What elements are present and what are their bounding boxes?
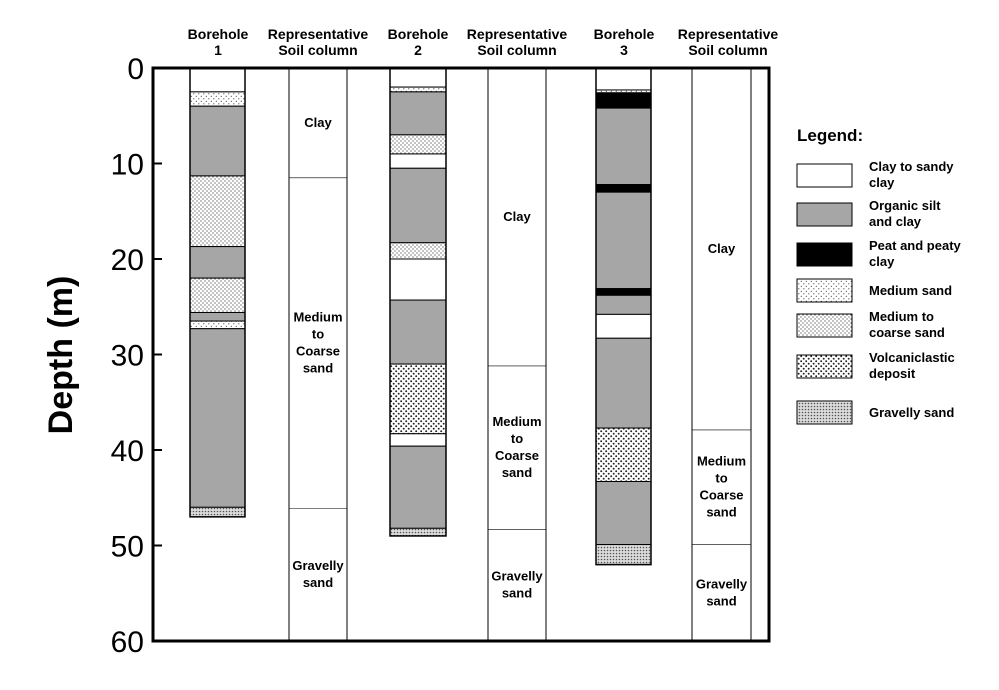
y-tick-label: 30 — [110, 339, 144, 373]
y-tick-label: 50 — [110, 530, 144, 564]
legend-swatch — [797, 243, 852, 266]
column-header-line: Borehole — [387, 26, 449, 42]
legend-label-line: Peat and peaty — [869, 238, 961, 253]
borehole-layer-peat — [596, 93, 651, 108]
borehole-layer-mcs — [390, 243, 446, 259]
legend — [797, 126, 962, 424]
log-columns — [190, 68, 751, 641]
soil-unit-label-line: Coarse — [295, 343, 341, 359]
borehole-layer-clay — [596, 68, 651, 90]
soil-unit-label — [492, 414, 541, 480]
legend-label — [869, 350, 955, 381]
borehole-layer-mcs — [390, 135, 446, 154]
soil-unit-label-line: Clay — [707, 240, 736, 256]
borehole-layer-grav — [190, 507, 245, 517]
soil-unit-label — [304, 115, 332, 130]
soil-unit-label-line: Coarse — [494, 448, 540, 464]
column-header — [594, 26, 655, 58]
legend-label-line: coarse sand — [869, 325, 945, 340]
borehole-layer-silt — [596, 482, 651, 545]
legend-item-volc — [797, 350, 955, 381]
borehole-layer-peat — [596, 289, 651, 296]
borehole-column — [190, 68, 245, 517]
soil-unit-label-line: Gravelly — [292, 558, 344, 574]
soil-unit-label — [708, 241, 736, 256]
y-tick-label: 40 — [110, 435, 144, 468]
soil-unit-label-line: sand — [706, 504, 737, 520]
soil-unit-label-line: Coarse — [699, 487, 744, 503]
soil-unit-label-line: Clay — [503, 208, 531, 224]
y-tick-label: 20 — [110, 244, 144, 277]
column-headers — [188, 26, 779, 58]
y-tick-label: 10 — [110, 148, 144, 182]
soil-unit-label-line: sand — [302, 575, 334, 591]
legend-swatch — [797, 401, 852, 424]
soil-unit-label-line: sand — [706, 593, 737, 609]
borehole-layer-silt — [596, 295, 651, 314]
borehole-layer-clay — [390, 434, 446, 446]
column-header-line: Borehole — [593, 26, 655, 42]
legend-label-line: clay — [869, 175, 895, 190]
borehole-layer-silt — [596, 108, 651, 184]
soil-unit-label-line: Medium — [293, 309, 343, 325]
borehole-layer-med — [390, 87, 446, 92]
soil-unit-label-line: Gravelly — [491, 568, 543, 584]
soil-column — [692, 68, 751, 641]
legend-label-line: clay — [869, 254, 895, 269]
soil-unit-label-line: sand — [501, 585, 533, 601]
borehole-column — [390, 68, 446, 536]
soil-unit-label-line: Medium — [492, 414, 542, 430]
column-header-line: Representative — [677, 26, 779, 42]
y-tick-label: 60 — [110, 626, 144, 659]
borehole-layer-silt — [390, 300, 446, 364]
legend-label — [869, 238, 962, 269]
legend-item-med — [797, 279, 952, 302]
column-header-line: Soil column — [278, 42, 358, 58]
legend-item-peat — [797, 238, 962, 269]
column-header-line: Representative — [267, 26, 369, 42]
borehole-layer-grav — [596, 545, 651, 565]
borehole-layer-peat — [596, 185, 651, 193]
legend-swatch — [797, 203, 852, 226]
borehole-layer-clay — [390, 68, 446, 87]
legend-label-line: Volcaniclastic — [869, 350, 955, 365]
legend-label-line: Clay to sandy — [869, 159, 954, 174]
column-header — [388, 26, 449, 58]
column-header-line: Borehole — [187, 26, 249, 42]
legend-item-mcs — [797, 309, 945, 340]
borehole-layer-silt — [190, 312, 245, 321]
legend-swatch — [797, 314, 852, 337]
legend-label-line: Gravelly sand — [869, 405, 955, 420]
soil-column — [488, 68, 546, 641]
column-header-line: 1 — [214, 42, 222, 58]
legend-swatch — [797, 164, 852, 187]
borehole-layer-clay — [190, 68, 245, 92]
borehole-layer-clay — [390, 154, 446, 168]
borehole-layer-volc — [596, 428, 651, 481]
soil-unit-label — [293, 310, 342, 376]
y-tick-label: 0 — [127, 53, 144, 86]
legend-label — [869, 405, 954, 420]
column-header-line: Representative — [466, 26, 568, 42]
column-header-line: Soil column — [688, 42, 768, 58]
legend-swatch — [797, 355, 852, 378]
soil-unit-label — [292, 558, 344, 590]
soil-unit-label — [503, 209, 531, 224]
soil-unit-label-line: sand — [302, 360, 334, 376]
soil-unit-label-line: to — [311, 326, 325, 342]
borehole-layer-silt — [596, 192, 651, 288]
legend-label — [869, 283, 952, 298]
borehole-layer-silt — [190, 247, 245, 279]
legend-item-grav — [797, 401, 954, 424]
depth-axis — [42, 53, 162, 659]
soil-unit-label-line: sand — [501, 465, 533, 481]
soil-unit-label — [696, 576, 748, 608]
column-header — [467, 26, 568, 58]
soil-unit-label — [697, 454, 746, 520]
legend-item-silt — [797, 198, 941, 229]
column-header — [188, 26, 249, 58]
legend-label-line: Medium to — [869, 309, 934, 324]
legend-title: Legend: — [797, 126, 864, 145]
legend-label-line: deposit — [869, 366, 916, 381]
soil-unit-label-line: to — [510, 431, 524, 447]
borehole-layer-silt — [596, 338, 651, 428]
borehole-layer-mcs — [190, 176, 245, 247]
borehole-layer-silt — [190, 329, 245, 508]
soil-unit-label-line: Medium — [696, 453, 747, 469]
borehole-layer-clay — [596, 314, 651, 338]
legend-label — [869, 309, 945, 340]
borehole-layer-silt — [190, 106, 245, 176]
soil-unit-label-line: Clay — [304, 114, 332, 130]
legend-label — [869, 198, 941, 229]
soil-unit-label-line: Gravelly — [695, 576, 748, 592]
borehole-layer-silt — [390, 446, 446, 528]
y-axis-label: Depth (m) — [42, 275, 80, 435]
legend-label-line: Medium sand — [869, 283, 953, 298]
column-header-line: Soil column — [477, 42, 557, 58]
legend-label-line: Organic silt — [869, 198, 941, 213]
column-header — [268, 26, 369, 58]
borehole-layer-mcs — [190, 278, 245, 312]
borehole-layer-clay — [390, 259, 446, 300]
column-header-line: 3 — [620, 42, 628, 58]
legend-swatch — [797, 279, 852, 302]
legend-label — [869, 159, 954, 190]
borehole-layer-silt — [390, 168, 446, 242]
soil-unit-label-line: to — [715, 470, 728, 486]
borehole-column — [596, 68, 651, 565]
legend-label-line: and clay — [869, 214, 922, 229]
borehole-layer-med — [190, 321, 245, 329]
column-header-line: 2 — [414, 42, 422, 58]
soil-unit-label — [491, 569, 543, 601]
legend-item-clay — [797, 159, 954, 190]
borehole-layer-volc — [390, 364, 446, 434]
borehole-layer-silt — [390, 92, 446, 135]
borehole-layer-med — [190, 92, 245, 106]
column-header — [678, 26, 779, 58]
soil-column — [289, 68, 347, 641]
borehole-layer-grav — [390, 528, 446, 536]
